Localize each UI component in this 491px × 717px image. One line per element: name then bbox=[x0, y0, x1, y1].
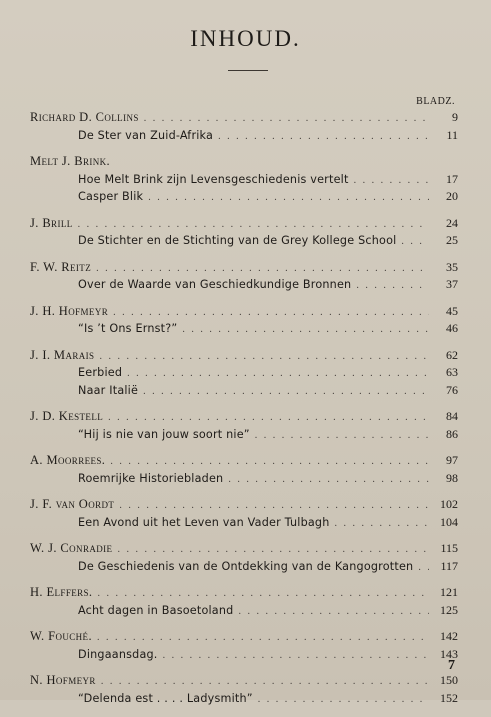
toc-author-name: J. H. Hofmeyr bbox=[30, 303, 109, 318]
leader-dots bbox=[354, 175, 429, 186]
toc-entry bbox=[30, 154, 458, 207]
toc-page-number: 125 bbox=[440, 602, 458, 617]
leader-dots bbox=[97, 632, 429, 643]
toc-author-name: F. W. Reitz bbox=[30, 259, 92, 274]
toc-page-number: 115 bbox=[440, 541, 458, 555]
toc-entry bbox=[30, 497, 458, 532]
toc-page-number: 62 bbox=[446, 347, 458, 362]
page-title: INHOUD. bbox=[190, 26, 301, 51]
toc-page-number: 76 bbox=[446, 382, 458, 397]
toc-page-number: 117 bbox=[440, 558, 458, 573]
toc-work-title: Casper Blik bbox=[78, 190, 144, 203]
toc-entry bbox=[30, 409, 458, 444]
toc-entry bbox=[30, 348, 458, 401]
toc-work-line bbox=[30, 172, 458, 190]
toc-page-number: 46 bbox=[446, 321, 458, 335]
toc-work-line bbox=[30, 365, 458, 383]
toc-work-title: De Ster van Zuid-Afrika bbox=[78, 128, 214, 142]
leader-dots bbox=[163, 650, 429, 661]
page-column-label: BLADZ. bbox=[416, 96, 455, 107]
leader-dots bbox=[238, 606, 429, 617]
toc-page-number: 98 bbox=[446, 470, 458, 485]
toc-author-line bbox=[30, 585, 458, 603]
toc-work-line bbox=[30, 471, 458, 489]
toc-page-number: 25 bbox=[446, 233, 458, 247]
toc-work-title: “Is ’t Ons Ernst?” bbox=[78, 322, 178, 335]
leader-dots bbox=[96, 263, 429, 274]
toc-page-number: 143 bbox=[440, 646, 458, 661]
leader-dots bbox=[418, 562, 429, 573]
toc-page-number: 150 bbox=[440, 673, 458, 687]
toc-author-line bbox=[30, 629, 458, 647]
toc-entry bbox=[30, 629, 458, 664]
toc-work-line bbox=[30, 647, 458, 665]
toc-author-name: W. Fouché. bbox=[30, 629, 92, 643]
toc-work-title: Naar Italië bbox=[78, 383, 139, 397]
toc-work-line bbox=[30, 515, 458, 533]
toc-page-number: 102 bbox=[440, 497, 458, 511]
toc-work-title: Roemrijke Historiebladen bbox=[78, 471, 224, 485]
leader-dots bbox=[99, 351, 429, 362]
toc-page-number: 17 bbox=[446, 171, 458, 186]
toc-author-line bbox=[30, 154, 458, 172]
toc-author-line bbox=[30, 453, 458, 471]
toc-work-title: Een Avond uit het Leven van Vader Tulbagh bbox=[78, 515, 330, 529]
toc-page-number: 11 bbox=[446, 127, 458, 142]
page-number: 7 bbox=[448, 658, 455, 673]
toc-page-number: 104 bbox=[440, 514, 458, 529]
toc-entry bbox=[30, 216, 458, 251]
toc-entry bbox=[30, 260, 458, 295]
leader-dots bbox=[144, 113, 429, 124]
toc-work-title: De Geschiedenis van de Ontdekking van de Kangogrotten bbox=[78, 559, 414, 573]
leader-dots bbox=[117, 544, 429, 555]
toc-entry bbox=[30, 673, 458, 708]
toc-page-number: 84 bbox=[446, 409, 458, 423]
toc-page-number: 121 bbox=[440, 585, 458, 599]
toc-page-number: 20 bbox=[446, 189, 458, 203]
leader-dots bbox=[218, 131, 429, 142]
toc-author-line bbox=[30, 497, 458, 515]
toc-author-name: Melt J. Brink. bbox=[30, 154, 111, 168]
table-of-contents bbox=[30, 110, 458, 717]
toc-entry bbox=[30, 453, 458, 488]
toc-work-line bbox=[30, 189, 458, 207]
toc-author-line bbox=[30, 304, 458, 322]
toc-page-number: 63 bbox=[446, 365, 458, 379]
toc-author-line bbox=[30, 110, 458, 128]
leader-dots bbox=[148, 192, 429, 203]
leader-dots bbox=[119, 500, 429, 511]
toc-page-number: 24 bbox=[446, 215, 458, 230]
title-rule bbox=[228, 70, 268, 71]
toc-page-number: 142 bbox=[440, 629, 458, 643]
toc-page-number: 97 bbox=[446, 453, 458, 467]
toc-page-number: 86 bbox=[446, 426, 458, 441]
toc-author-name: J. D. Kestell bbox=[30, 409, 104, 423]
leader-dots bbox=[101, 676, 429, 687]
toc-work-line bbox=[30, 559, 458, 577]
toc-author-line bbox=[30, 673, 458, 691]
toc-page-number: 9 bbox=[452, 110, 458, 124]
toc-work-line bbox=[30, 321, 458, 339]
leader-dots bbox=[78, 219, 429, 230]
toc-author-line bbox=[30, 409, 458, 427]
toc-page-number: 152 bbox=[440, 690, 458, 705]
leader-dots bbox=[356, 280, 429, 291]
toc-work-title: Dingaansdag. bbox=[78, 647, 158, 661]
toc-work-title: Eerbied bbox=[78, 366, 123, 379]
toc-work-title: Acht dagen in Basoetoland bbox=[78, 603, 234, 617]
toc-author-line bbox=[30, 348, 458, 366]
toc-work-line bbox=[30, 128, 458, 146]
leader-dots bbox=[108, 412, 429, 423]
toc-author-name: N. Hofmeyr bbox=[30, 673, 96, 687]
toc-author-name: J. I. Marais bbox=[30, 347, 95, 362]
toc-entry bbox=[30, 541, 458, 576]
toc-author-name: W. J. Conradie bbox=[30, 541, 113, 555]
leader-dots bbox=[110, 456, 429, 467]
toc-entry bbox=[30, 304, 458, 339]
toc-author-name: A. Moorrees. bbox=[30, 453, 106, 467]
toc-work-title: Over de Waarde van Geschiedkundige Bronnen bbox=[78, 278, 352, 291]
leader-dots bbox=[182, 324, 429, 335]
toc-page-number: 45 bbox=[446, 303, 458, 318]
leader-dots bbox=[113, 307, 429, 318]
leader-dots bbox=[401, 236, 429, 247]
toc-page-number: 35 bbox=[446, 259, 458, 274]
toc-page-number: 37 bbox=[446, 277, 458, 291]
toc-entry bbox=[30, 110, 458, 145]
leader-dots bbox=[143, 386, 429, 397]
toc-work-title: “Delenda est . . . . Ladysmith” bbox=[78, 691, 253, 705]
leader-dots bbox=[335, 518, 429, 529]
toc-work-title: De Stichter en de Stichting van de Grey Kollege School bbox=[78, 234, 397, 247]
toc-author-line bbox=[30, 216, 458, 234]
leader-dots bbox=[127, 368, 429, 379]
toc-author-name: Richard D. Collins bbox=[30, 110, 139, 124]
toc-author-name: J. Brill bbox=[30, 215, 73, 230]
toc-author-line bbox=[30, 260, 458, 278]
toc-work-line bbox=[30, 427, 458, 445]
leader-dots bbox=[255, 430, 429, 441]
toc-work-title: Hoe Melt Brink zijn Levensgeschiedenis vertelt bbox=[78, 172, 349, 186]
toc-work-line bbox=[30, 691, 458, 709]
toc-work-line bbox=[30, 277, 458, 295]
toc-entry bbox=[30, 585, 458, 620]
toc-work-line bbox=[30, 233, 458, 251]
toc-work-title: “Hij is nie van jouw soort nie” bbox=[78, 427, 250, 441]
leader-dots bbox=[258, 694, 429, 705]
toc-author-line bbox=[30, 541, 458, 559]
toc-work-line bbox=[30, 603, 458, 621]
leader-dots bbox=[97, 588, 429, 599]
toc-author-name: H. Elffers. bbox=[30, 585, 93, 599]
toc-work-line bbox=[30, 383, 458, 401]
leader-dots bbox=[228, 474, 429, 485]
toc-author-name: J. F. van Oordt bbox=[30, 497, 115, 511]
